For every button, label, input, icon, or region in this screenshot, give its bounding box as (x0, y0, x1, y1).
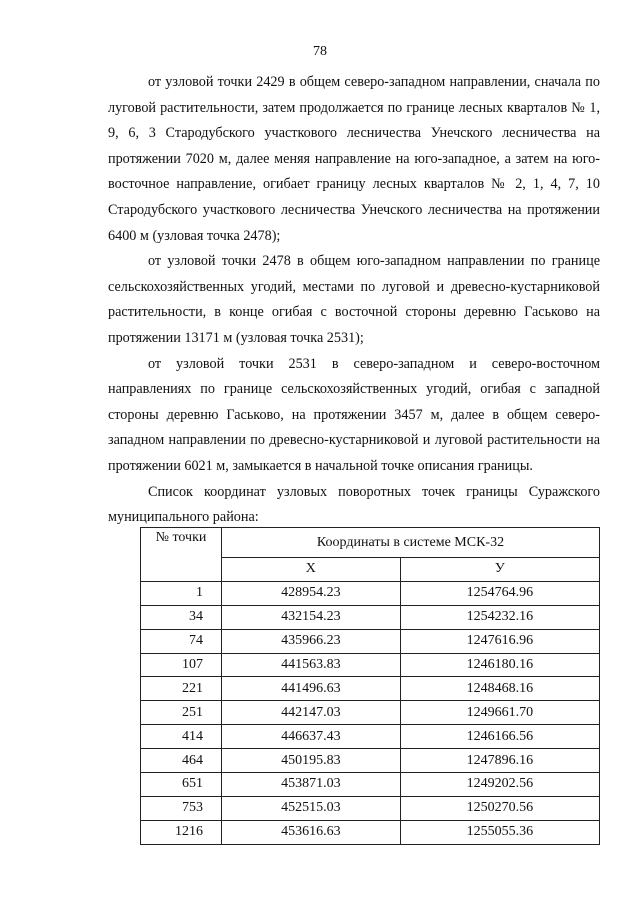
y-coordinate-cell: 1246166.56 (400, 725, 599, 749)
y-coordinate-cell: 1248468.16 (400, 677, 599, 701)
point-number-cell: 464 (141, 749, 222, 773)
point-number-header: № точки (141, 528, 222, 582)
x-coordinate-cell: 432154.23 (222, 605, 401, 629)
point-number-cell: 34 (141, 605, 222, 629)
point-number-cell: 753 (141, 796, 222, 820)
coordinate-system-header: Координаты в системе МСК-32 (222, 528, 600, 558)
page-number: 78 (313, 44, 327, 59)
point-number-cell: 107 (141, 653, 222, 677)
table-body (141, 581, 600, 844)
x-coordinate-cell: 450195.83 (222, 749, 401, 773)
table-row (141, 749, 600, 773)
coordinates-table (140, 527, 600, 845)
table-row (141, 677, 600, 701)
paragraph-3: от узловой точки 2531 в северо-западном и северо-восточном направлениях по границе сельскохозяйственных угодий, огибая с западной стороны деревню Гаськово, на протяжении 3457 м, далее в общем северо-западном направлении по древесно-кустарниковой и луговой растительности на протяжении 6021 м, замыкается в начальной точке описания границы. (108, 355, 600, 474)
x-coordinate-cell: 435966.23 (222, 629, 401, 653)
table-row (141, 701, 600, 725)
point-number-cell: 74 (141, 629, 222, 653)
x-coordinate-cell: 453616.63 (222, 820, 401, 844)
y-coordinate-cell: 1249202.56 (400, 773, 599, 797)
table-row (141, 629, 600, 653)
x-header: X (222, 558, 401, 582)
point-number-cell: 651 (141, 773, 222, 797)
table-row (141, 653, 600, 677)
paragraph-2: от узловой точки 2478 в общем юго-западном направлении по границе сельскохозяйственных угодий, местами по луговой и древесно-кустарниковой растительности, в конце огибая с восточной стороны деревню Гаськово на протяжении 13171 м (узловая точка 2531); (108, 253, 600, 346)
y-coordinate-cell: 1249661.70 (400, 701, 599, 725)
y-coordinate-cell: 1250270.56 (400, 796, 599, 820)
x-coordinate-cell: 446637.43 (222, 725, 401, 749)
x-coordinate-cell: 452515.03 (222, 796, 401, 820)
y-coordinate-cell: 1254764.96 (400, 581, 599, 605)
table-row (141, 605, 600, 629)
y-coordinate-cell: 1254232.16 (400, 605, 599, 629)
y-header: У (400, 558, 599, 582)
x-coordinate-cell: 441563.83 (222, 653, 401, 677)
x-coordinate-cell: 441496.63 (222, 677, 401, 701)
point-number-cell: 1216 (141, 820, 222, 844)
point-number-cell: 251 (141, 701, 222, 725)
x-coordinate-cell: 453871.03 (222, 773, 401, 797)
body-text (108, 70, 600, 531)
y-coordinate-cell: 1255055.36 (400, 820, 599, 844)
y-coordinate-cell: 1247616.96 (400, 629, 599, 653)
table-row (141, 820, 600, 844)
x-coordinate-cell: 428954.23 (222, 581, 401, 605)
point-number-cell: 1 (141, 581, 222, 605)
x-coordinate-cell: 442147.03 (222, 701, 401, 725)
table-row (141, 773, 600, 797)
table-row (141, 725, 600, 749)
table-row (141, 796, 600, 820)
point-number-cell: 414 (141, 725, 222, 749)
paragraph-4: Список координат узловых поворотных точек границы Суражского муниципального района: (108, 483, 600, 526)
table-row (141, 581, 600, 605)
y-coordinate-cell: 1246180.16 (400, 653, 599, 677)
paragraph-1: от узловой точки 2429 в общем северо-западном направлении, сначала по луговой растительности, затем продолжается по границе лесных кварталов № 1, 9, 6, 3 Стародубского участкового лесничества Унечского лесничества на протяжении 7020 м, далее меняя направление на юго-западное, а затем на юго-восточное направление, огибает границу лесных кварталов № 2, 1, 4, 7, 10 Стародубского участкового лесничества Унечского лесничества на протяжении 6400 м (узловая точка 2478); (108, 74, 600, 244)
point-number-cell: 221 (141, 677, 222, 701)
y-coordinate-cell: 1247896.16 (400, 749, 599, 773)
